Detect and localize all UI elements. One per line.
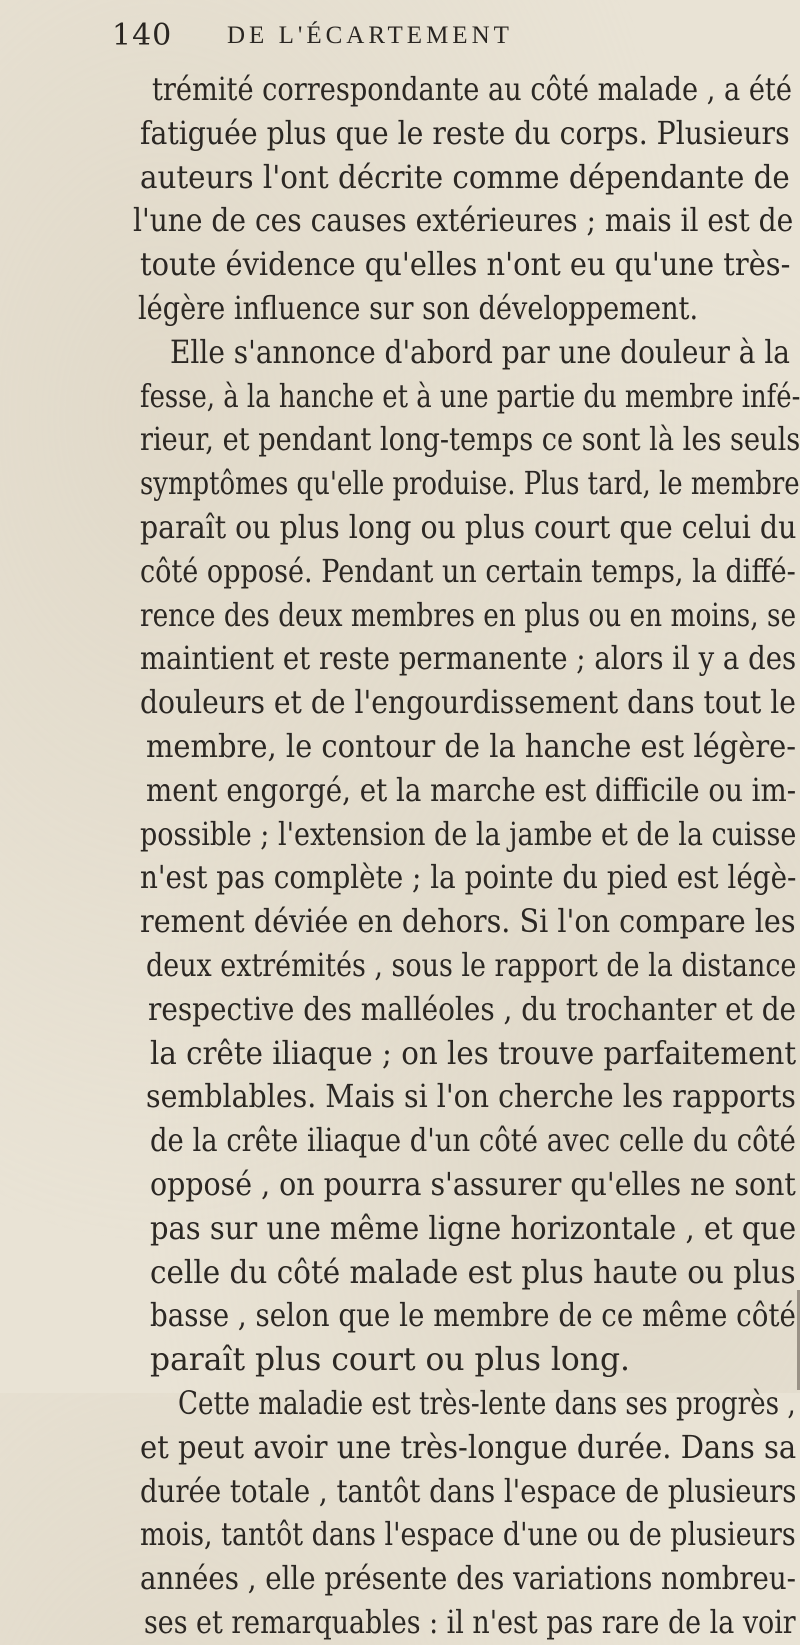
text-line: et peut avoir une très-longue durée. Dans sa: [140, 1427, 797, 1466]
text-line: possible ; l'extension de la jambe et de la cuisse: [140, 814, 797, 853]
text-line: toute évidence qu'elles n'ont eu qu'une très-: [140, 245, 791, 284]
text-line: trémité correspondante au côté malade , a été: [152, 70, 792, 108]
text-line: fatiguée plus que le reste du corps. Plusieurs: [140, 113, 790, 152]
text-line: l'une de ces causes extérieures ; mais il est de: [133, 201, 794, 240]
text-line: Elle s'annonce d'abord par une douleur à la: [170, 332, 790, 371]
text-line: pas sur une même ligne horizontale , et que: [150, 1208, 797, 1247]
text-line: auteurs l'ont décrite comme dépendante de: [140, 157, 790, 196]
text-line: deux extrémités , sous le rapport de la distance: [146, 946, 797, 984]
text-line: rence des deux membres en plus ou en moins, se: [140, 595, 797, 634]
text-line: membre, le contour de la hanche est légère-: [146, 727, 797, 765]
text-line: rement déviée en dehors. Si l'on compare les: [140, 902, 796, 941]
text-line: fesse, à la hanche et à une partie du membre infé-: [140, 376, 800, 415]
text-line: ment engorgé, et la marche est difficile ou im-: [146, 770, 797, 809]
text-line: respective des malléoles , du trochanter et de: [148, 989, 797, 1028]
text-line: semblables. Mais si l'on cherche les rapports: [146, 1077, 796, 1116]
running-title: DE L'ÉCARTEMENT: [227, 22, 513, 49]
text-line: la crête iliaque ; on les trouve parfaitement: [150, 1033, 797, 1072]
text-line: rieur, et pendant long-temps ce sont là les seuls: [140, 420, 800, 459]
text-line: symptômes qu'elle produise. Plus tard, le membre: [140, 464, 800, 503]
text-line: côté opposé. Pendant un certain temps, la diffé-: [140, 551, 796, 590]
text-line: paraît ou plus long ou plus court que celui du: [140, 508, 797, 546]
text-line: paraît plus court ou plus long.: [150, 1340, 630, 1379]
text-line: celle du côté malade est plus haute ou plus: [150, 1252, 796, 1291]
text-line: durée totale , tantôt dans l'espace de plusieurs: [140, 1471, 797, 1510]
page-header: [112, 18, 752, 62]
page-number: 140: [112, 18, 173, 53]
text-line: années , elle présente des variations nombreu-: [140, 1559, 796, 1598]
text-line: légère influence sur son développement.: [138, 289, 699, 327]
text-line: de la crête iliaque d'un côté avec celle du côté: [150, 1121, 796, 1160]
text-line: mois, tantôt dans l'espace d'une ou de plusieurs: [140, 1515, 796, 1554]
text-line: ses et remarquables : il n'est pas rare de la voir: [144, 1603, 796, 1641]
text-line: basse , selon que le membre de ce même côté: [150, 1296, 796, 1335]
text-line: douleurs et de l'engourdissement dans tout le: [140, 683, 796, 722]
text-line: opposé , on pourra s'assurer qu'elles ne sont: [150, 1165, 796, 1203]
text-line: Cette maladie est très-lente dans ses progrès ,: [178, 1384, 796, 1422]
text-line: n'est pas complète ; la pointe du pied est légè-: [140, 858, 797, 897]
text-line: maintient et reste permanente ; alors il y a des: [140, 639, 797, 678]
